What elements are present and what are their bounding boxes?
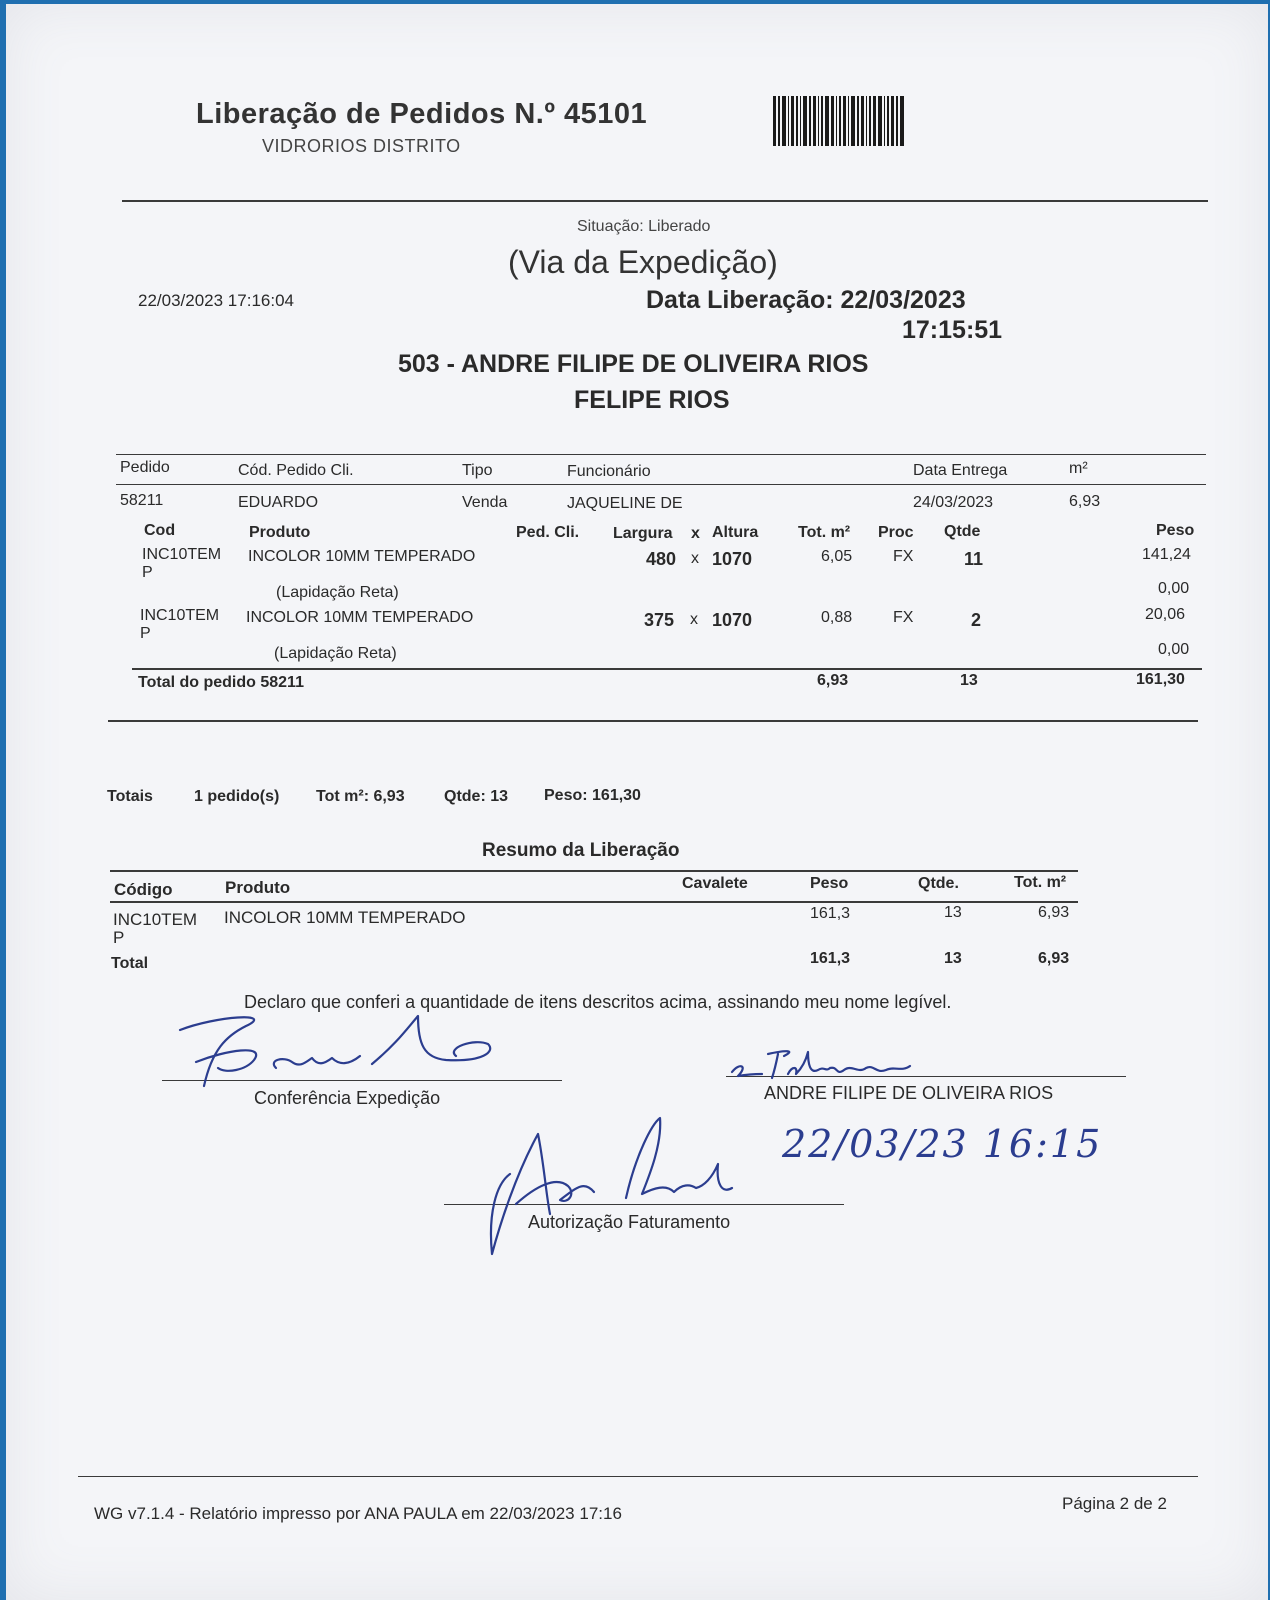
col-funcionario: Funcionário [567,463,651,480]
divider [116,454,1206,455]
conferencia-label: Conferência Expedição [254,1088,441,1108]
barcode-bar [900,96,904,146]
col-ped-cli: Ped. Cli. [516,524,580,541]
barcode-bar [791,96,794,146]
barcode-bar [796,96,798,146]
order-total-m2: 6,93 [817,672,849,689]
barcode-bar [839,96,841,146]
signature-cliente [726,1044,926,1084]
resumo-codigo: INC10TEM [113,910,198,929]
barcode-bar [896,96,898,146]
col-m2: m² [1069,460,1088,477]
barcode-bar [887,96,889,146]
barcode [773,96,963,146]
client-name: 503 - ANDRE FILIPE DE OLIVEIRA RIOS [398,350,869,378]
barcode-bar [825,96,829,146]
totals-pedidos: 1 pedido(s) [194,788,280,805]
barcode-bar [803,96,807,146]
cod-pedido-cli-value: EDUARDO [238,494,319,511]
company-name: VIDRORIOS DISTRITO [262,136,461,156]
divider [110,901,1078,903]
divider [78,1476,1198,1477]
resumo-tot-m2: 6,93 [1038,904,1070,921]
item-qtde: 11 [964,549,984,569]
col-cod-pedido-cli: Cód. Pedido Cli. [238,462,354,479]
barcode-bar [773,96,776,146]
document-page [6,4,1268,1600]
barcode-bar [821,96,823,146]
via-title: (Via da Expedição) [508,244,778,280]
item-x: x [690,611,698,628]
item-process-peso: 0,00 [1158,580,1190,597]
handwritten-date: 22/03/23 16:15 [782,1122,1103,1166]
resumo-codigo-cont: P [113,928,125,947]
divider [108,720,1198,722]
data-liberacao-time: 17:15:51 [902,316,1003,344]
col-proc: Proc [878,524,914,541]
resumo-col-tot-m2: Tot. m² [1014,874,1067,891]
item-peso: 141,24 [1142,546,1191,563]
col-pedido: Pedido [120,459,170,476]
col-cod: Cod [144,522,176,539]
barcode-bar [818,96,819,146]
item-produto: INCOLOR 10MM TEMPERADO [246,609,474,626]
barcode-bar [788,96,789,146]
item-altura: 1070 [712,549,753,569]
resumo-total-m2: 6,93 [1038,950,1070,967]
barcode-bar [873,96,876,146]
barcode-bar [800,96,801,146]
item-process: (Lapidação Reta) [274,645,397,662]
autorizacao-label: Autorização Faturamento [528,1212,731,1232]
resumo-col-cavalete: Cavalete [682,875,748,892]
resumo-col-qtde: Qtde. [918,875,959,892]
divider [122,200,1208,202]
barcode-bar [782,96,786,146]
item-process: (Lapidação Reta) [276,584,399,601]
totals-peso: Peso: 161,30 [544,787,641,804]
item-tot-m2: 0,88 [821,609,853,626]
item-cod-cont: P [142,564,153,581]
totals-m2: Tot m²: 6,93 [316,788,405,805]
m2-value: 6,93 [1069,493,1101,510]
item-qtde: 2 [971,610,982,630]
divider [116,484,1206,485]
barcode-bar [884,96,885,146]
barcode-bar [813,96,816,146]
barcode-bar [851,96,855,146]
barcode-bar [836,96,837,146]
order-total-qtde: 13 [960,672,978,689]
barcode-bar [809,96,811,146]
resumo-title: Resumo da Liberação [482,840,680,861]
barcode-bar [861,96,864,146]
item-cod: INC10TEM [140,607,220,624]
resumo-qtde: 13 [944,904,962,921]
client-nickname: FELIPE RIOS [574,386,730,414]
signature-autorizacao [476,1114,756,1264]
item-proc: FX [893,548,914,565]
divider [110,870,1078,872]
col-x: x [691,525,700,542]
resumo-total-peso: 161,3 [810,950,851,967]
totals-label: Totais [107,788,153,805]
item-produto: INCOLOR 10MM TEMPERADO [248,548,476,565]
printed-datetime: 22/03/2023 17:16:04 [138,291,294,310]
item-tot-m2: 6,05 [821,548,853,565]
order-total-label: Total do pedido 58211 [138,674,304,691]
pedido-value: 58211 [120,492,164,509]
item-proc: FX [893,609,914,626]
document-title: Liberação de Pedidos N.º 45101 [196,98,648,130]
col-tot-m2: Tot. m² [798,524,851,541]
barcode-bar [878,96,882,146]
item-peso: 20,06 [1145,606,1186,623]
footer-page: Página 2 de 2 [1062,1494,1167,1513]
declaration-text: Declaro que conferi a quantidade de itens descritos acima, assinando meu nome legível. [244,992,952,1012]
resumo-col-produto: Produto [225,878,291,897]
divider [132,668,1202,670]
col-produto: Produto [249,524,311,541]
item-cod: INC10TEM [142,546,222,563]
resumo-col-codigo: Código [114,880,173,899]
col-largura: Largura [613,525,673,542]
resumo-produto: INCOLOR 10MM TEMPERADO [224,908,466,927]
col-peso: Peso [1156,522,1195,539]
status-situacao: Situação: Liberado [577,218,711,235]
col-data-entrega: Data Entrega [913,462,1008,479]
totals-qtde: Qtde: 13 [444,788,509,805]
resumo-total-label: Total [111,955,149,972]
barcode-bar [843,96,846,146]
resumo-col-peso: Peso [810,875,849,892]
data-entrega-value: 24/03/2023 [913,494,994,511]
funcionario-value: JAQUELINE DE [567,495,683,512]
cliente-name: ANDRE FILIPE DE OLIVEIRA RIOS [764,1083,1054,1103]
order-total-peso: 161,30 [1136,671,1185,688]
barcode-bar [778,96,780,146]
barcode-bar [848,96,849,146]
item-largura: 375 [644,610,675,630]
tipo-value: Venda [462,494,508,511]
item-cod-cont: P [140,625,151,642]
item-largura: 480 [646,549,677,569]
footer-printed-by: WG v7.1.4 - Relatório impresso por ANA PAULA em 22/03/2023 17:16 [94,1504,622,1523]
col-tipo: Tipo [462,462,493,479]
resumo-total-qtde: 13 [944,950,962,967]
signature-conferencia [156,1004,516,1094]
resumo-peso: 161,3 [810,905,851,922]
item-x: x [691,550,699,567]
data-liberacao: Data Liberação: 22/03/2023 [646,286,966,314]
barcode-bar [866,96,867,146]
barcode-bar [891,96,894,146]
item-altura: 1070 [712,610,753,630]
col-altura: Altura [712,524,759,541]
barcode-bar [831,96,834,146]
barcode-bar [857,96,859,146]
barcode-bar [869,96,871,146]
item-process-peso: 0,00 [1158,641,1190,658]
col-qtde: Qtde [944,523,981,540]
